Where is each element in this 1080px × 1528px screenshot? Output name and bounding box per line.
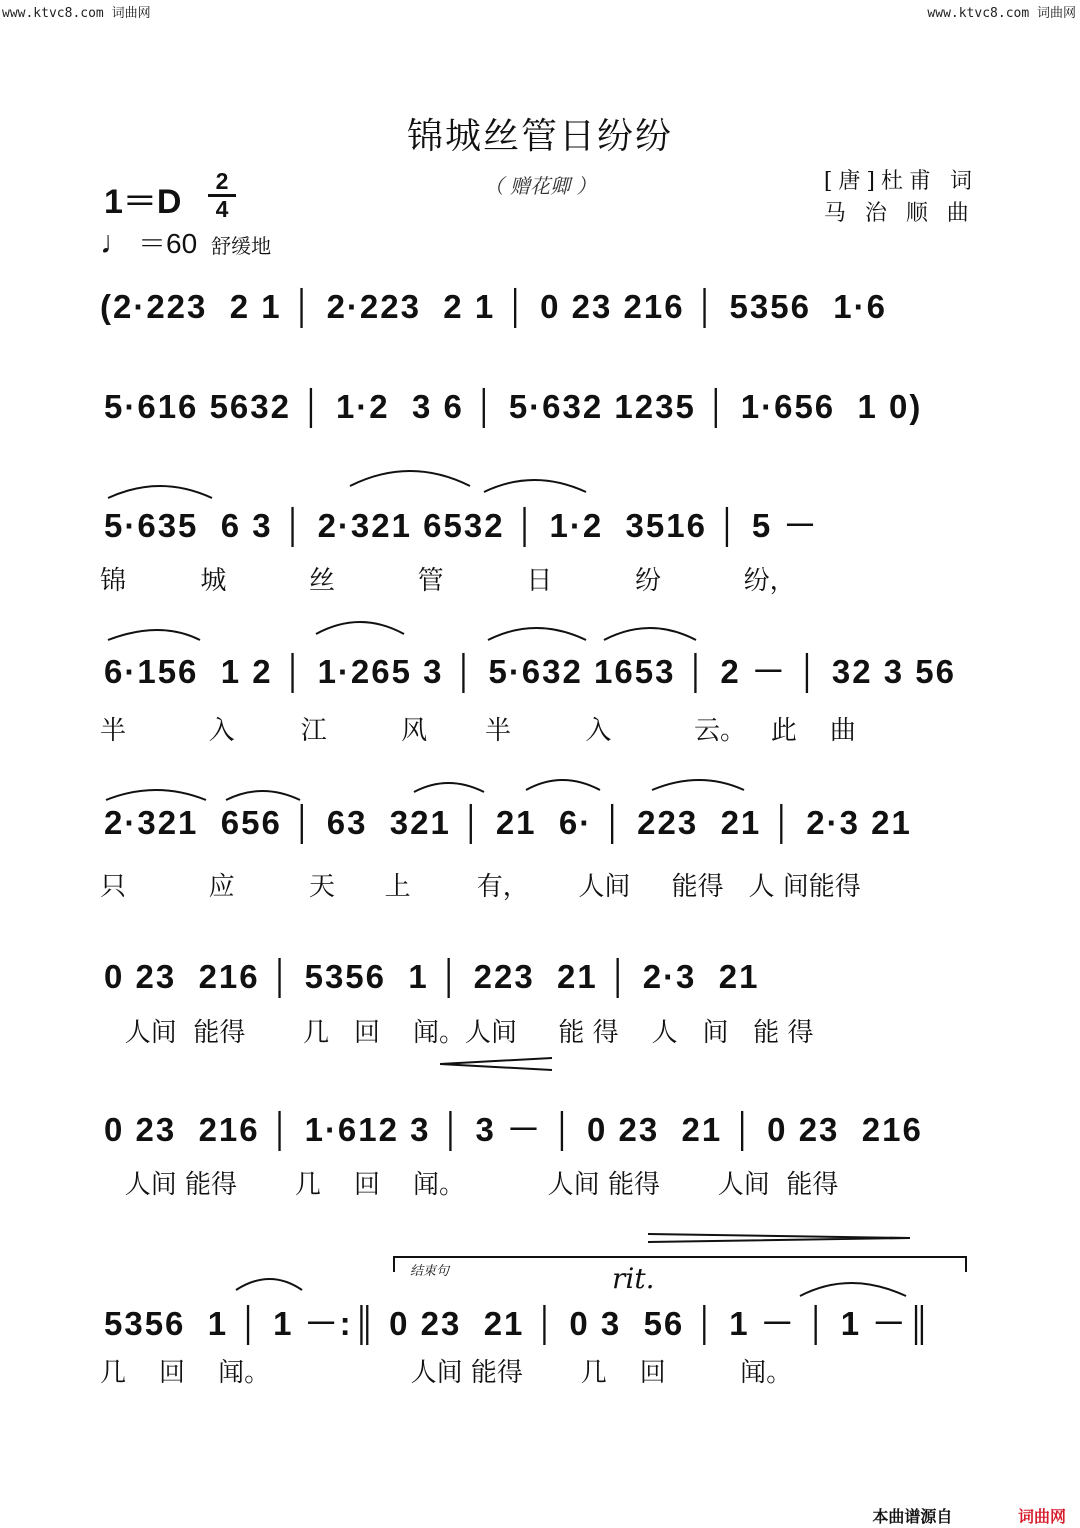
lyrics-row-3: 锦 城 丝 管 日 纷 纷， <box>100 566 796 596</box>
lyrics-row-7: 人间 能得 几 回 闻。 人间 能得 人间 能得 <box>100 1170 839 1200</box>
row-notes: 5·616 5632 │ 1·2 3 6 │ 5·632 1235 │ 1·656 1 0) <box>104 388 923 425</box>
tempo-term: 舒缓地 <box>211 236 272 258</box>
quarter-note-icon: ♩ <box>100 224 132 260</box>
slur <box>226 791 300 800</box>
row-notes: 6·156 1 2 │ 1·265 3 │ 5·632 1653 │ 2 － │ 32 3 56 <box>104 653 956 690</box>
crescendo-hairpin <box>440 1058 552 1070</box>
header-right: www.ktvc8.com 词曲网 <box>927 6 1076 21</box>
slur <box>488 628 586 640</box>
row-notes: (2·223 2 1 │ 2·223 2 1 │ 0 23 216 │ 5356 1·6 <box>100 288 887 325</box>
lyrics-row-4: 半 入 江 风 半 入 云。 此 曲 <box>100 716 856 746</box>
row-notes: 0 23 216 │ 1·612 3 │ 3 － │ 0 23 21 │ 0 23 216 <box>104 1111 923 1148</box>
time-signature-top: 2 <box>215 168 229 194</box>
slur <box>604 628 696 640</box>
lyrics-row-5: 只 应 天 上 有， 人间 能得 人 间能得 <box>100 872 861 902</box>
row-notes: 5·635 6 3 │ 2·321 6532 │ 1·2 3516 │ 5 － <box>104 507 819 544</box>
slur <box>652 780 744 790</box>
slur <box>526 780 600 790</box>
key-signature: 1＝D <box>104 183 182 221</box>
ritardando-marking: rit. <box>612 1262 655 1295</box>
song-title: 锦城丝管日纷纷 <box>406 116 673 157</box>
slur <box>316 622 404 634</box>
footer-brand[interactable]: 词曲网 <box>1017 1507 1066 1526</box>
header-left: www.ktvc8.com 词曲网 <box>2 6 151 21</box>
row-notes: 5356 1 │ 1 －:║ 0 23 21 │ 0 3 56 │ 1 － │ 1 －║ <box>104 1305 933 1342</box>
composer-credit: 马 治 顺 曲 <box>823 201 975 226</box>
slur <box>414 783 484 792</box>
slur <box>484 480 586 492</box>
lyricist-credit: [唐]杜甫 词 <box>823 169 978 194</box>
slur <box>108 630 200 640</box>
decrescendo-hairpin <box>648 1234 910 1242</box>
slur <box>350 471 470 486</box>
row-notes: 0 23 216 │ 5356 1 │ 223 21 │ 2·3 21 <box>104 958 760 995</box>
slur <box>108 486 212 498</box>
footer <box>872 1504 1066 1527</box>
ending-label: 结束句 <box>410 1264 450 1279</box>
tempo-value: ＝60 <box>138 228 198 259</box>
footer-text: 本曲谱源自 <box>872 1507 953 1526</box>
slur <box>236 1279 302 1290</box>
slur <box>800 1283 906 1296</box>
slur <box>106 790 206 800</box>
row-notes: 2·321 656 │ 63 321 │ 21 6· │ 223 21 │ 2·3 21 <box>104 804 912 841</box>
lyrics-row-6: 人间 能得 几 回 闻。人间 能 得 人 间 能 得 <box>100 1018 814 1048</box>
song-subtitle: （ 赠花卿 ） <box>483 174 597 198</box>
time-signature-bottom: 4 <box>215 196 229 222</box>
lyrics-row-8: 几 回 闻。 人间 能得 几 回 闻。 <box>100 1358 793 1388</box>
